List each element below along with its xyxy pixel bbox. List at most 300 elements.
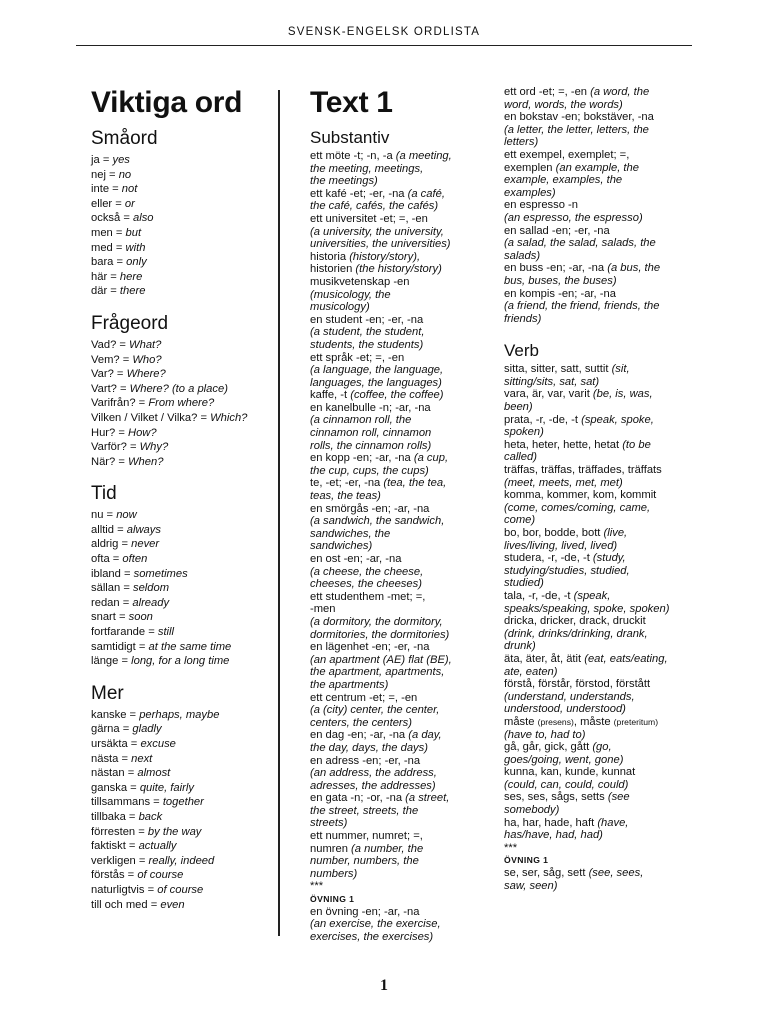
swedish-word: ofta = xyxy=(91,553,123,566)
column-text-1-continued xyxy=(504,86,694,892)
english-gloss: the apartment, apartments, xyxy=(310,666,445,679)
glossary-line xyxy=(504,653,694,666)
glossary-line xyxy=(310,704,495,717)
glossary-line xyxy=(504,439,694,452)
english-gloss: (meet, meets, met, met) xyxy=(504,476,623,489)
swedish-term: förstå, förstår, förstod, förstått xyxy=(504,678,651,691)
english-gloss: studied) xyxy=(504,577,544,590)
english-gloss: ate, eaten) xyxy=(504,665,558,678)
swedish-word: Var? = xyxy=(91,368,127,381)
swedish-word: snart = xyxy=(91,611,129,624)
exercise-heading: ÖVNING 1 xyxy=(310,894,355,905)
swedish-term: musikvetenskap -en xyxy=(310,275,410,288)
glossary-line xyxy=(310,931,495,944)
english-translation: at the same time xyxy=(148,640,232,653)
word-entry xyxy=(91,766,271,781)
swedish-term: prata, -r, -de, -t xyxy=(504,413,582,426)
glossary-line xyxy=(504,99,694,112)
swedish-word: Hur? = xyxy=(91,426,128,439)
swedish-word: tillsammans = xyxy=(91,796,163,809)
swedish-term: ett möte -t; -n, -a xyxy=(310,150,396,162)
swedish-word: verkligen = xyxy=(91,854,149,867)
swedish-term: en lägenhet -en; -er, -na xyxy=(310,641,430,654)
glossary-line xyxy=(310,603,495,616)
word-entry xyxy=(91,411,271,426)
glossary-line xyxy=(504,502,694,515)
glossary-line xyxy=(310,276,495,289)
word-entry xyxy=(91,426,271,441)
glossary-line xyxy=(504,527,694,540)
glossary-line xyxy=(310,755,495,768)
glossary-line xyxy=(504,678,694,691)
swedish-word: också = xyxy=(91,212,133,225)
english-gloss: letters) xyxy=(504,136,539,149)
section-heading-nouns: Substantiv xyxy=(310,128,390,147)
swedish-word: till och med = xyxy=(91,898,161,911)
english-gloss: (live, xyxy=(603,527,628,539)
word-entry xyxy=(91,537,271,552)
swedish-word: nästa = xyxy=(91,752,132,765)
swedish-term: en buss -en; -ar, -na xyxy=(504,262,608,275)
english-gloss: (the history/story) xyxy=(355,263,442,276)
english-translation: excuse xyxy=(140,738,176,750)
english-gloss: (a dormitory, the dormitory, xyxy=(310,615,443,628)
english-translation: Why? xyxy=(139,441,169,454)
glossary-line xyxy=(504,111,694,124)
word-entry xyxy=(91,338,271,353)
english-gloss: (a language, the language, xyxy=(310,364,444,377)
swedish-word: nej = xyxy=(91,168,119,181)
swedish-word: fortfarande = xyxy=(91,626,158,639)
swedish-word: Vem? = xyxy=(91,353,133,366)
english-gloss: example, examples, the xyxy=(504,174,623,187)
english-gloss: the cup, cups, the cups) xyxy=(310,464,429,477)
glossary-line xyxy=(310,490,495,503)
word-entry xyxy=(91,795,271,810)
english-translation: only xyxy=(126,256,147,269)
english-gloss: (come, comes/coming, came, xyxy=(504,501,651,514)
glossary-line xyxy=(504,225,694,238)
english-gloss: (have, xyxy=(597,816,629,829)
english-gloss: goes/going, went, gone) xyxy=(504,753,624,766)
english-gloss: the day, days, the days) xyxy=(310,741,428,754)
english-translation: actually xyxy=(138,840,177,853)
swedish-term: ha, har, hade, haft xyxy=(504,816,598,829)
english-gloss: sandwiches, the xyxy=(310,527,391,540)
glossary-line xyxy=(310,226,495,239)
glossary-line xyxy=(310,918,495,931)
swedish-word: men = xyxy=(91,226,126,239)
glossary-line xyxy=(310,855,495,868)
glossary-line xyxy=(310,830,495,843)
swedish-word: ja = xyxy=(91,154,113,166)
glossary-line xyxy=(504,791,694,804)
english-gloss: drunk) xyxy=(504,640,536,653)
header-rule xyxy=(76,45,692,46)
english-gloss: (a friend, the friend, friends, the xyxy=(504,300,660,313)
glossary-line xyxy=(504,262,694,275)
english-translation: When? xyxy=(128,455,164,468)
word-entry xyxy=(91,839,271,854)
column-text-1 xyxy=(310,86,495,943)
glossary-line xyxy=(310,616,495,629)
swedish-term: -men xyxy=(310,603,336,616)
swedish-term: kunna, kan, kunde, kunnat xyxy=(504,766,636,779)
english-gloss: salads) xyxy=(504,249,541,262)
glossary-line xyxy=(504,136,694,149)
word-entry xyxy=(91,781,271,796)
swedish-term: en kopp -en; -ar, -na xyxy=(310,452,414,465)
word-entry xyxy=(91,883,271,898)
swedish-term: en gata -n; -or, -na xyxy=(310,792,406,805)
english-translation: back xyxy=(138,810,163,823)
page-number: 1 xyxy=(380,977,388,994)
english-gloss: (a meeting, xyxy=(395,150,452,162)
word-entry xyxy=(91,581,271,596)
glossary-line xyxy=(504,174,694,187)
glossary-line xyxy=(310,654,495,667)
word-entry xyxy=(91,523,271,538)
glossary-line xyxy=(310,792,495,805)
english-gloss: word, words, the words) xyxy=(504,98,623,111)
word-entry xyxy=(91,610,271,625)
word-entry xyxy=(91,353,271,368)
glossary-line xyxy=(310,389,495,402)
swedish-term: en övning -en; -ar, -na xyxy=(310,905,420,918)
glossary-line xyxy=(504,401,694,414)
glossary-line xyxy=(504,451,694,464)
word-entry xyxy=(91,654,271,669)
english-translation: of course xyxy=(157,883,204,896)
glossary-line xyxy=(504,640,694,653)
swedish-term: historia xyxy=(310,250,350,263)
swedish-word: redan = xyxy=(91,596,133,609)
glossary-line xyxy=(310,578,495,591)
section-heading: Frågeord xyxy=(91,312,169,334)
english-gloss: (a number, the xyxy=(351,842,424,855)
english-translation: no xyxy=(118,168,132,181)
glossary-line xyxy=(504,199,694,212)
swedish-word: nästan = xyxy=(91,767,138,780)
swedish-word: sällan = xyxy=(91,582,133,595)
swedish-term: historien xyxy=(310,263,356,276)
glossary-line xyxy=(310,893,495,906)
swedish-word: gärna = xyxy=(91,723,133,736)
swedish-term: en adress -en; -er, -na xyxy=(310,754,421,767)
word-entry xyxy=(91,396,271,411)
glossary-line xyxy=(504,477,694,490)
english-gloss: (have to, had to) xyxy=(504,728,586,741)
swedish-word: ganska = xyxy=(91,781,140,794)
english-gloss: number, numbers, the xyxy=(310,855,419,868)
glossary-line xyxy=(310,591,495,604)
english-translation: seldom xyxy=(132,582,170,595)
glossary-line xyxy=(310,477,495,490)
glossary-line xyxy=(310,452,495,465)
glossary-line xyxy=(310,843,495,856)
glossary-line xyxy=(504,754,694,767)
english-translation: really, indeed xyxy=(148,854,215,867)
english-translation: almost xyxy=(137,767,171,780)
column-title: Text 1 xyxy=(310,86,393,119)
swedish-word: där = xyxy=(91,285,120,298)
swedish-term: ett ord -et; =, -en xyxy=(504,86,591,98)
swedish-term: sitta, sitter, satt, suttit xyxy=(504,363,612,376)
english-gloss: studying/studies, studied, xyxy=(504,564,630,577)
word-entry xyxy=(91,640,271,655)
swedish-word: här = xyxy=(91,270,120,283)
glossary-line xyxy=(310,540,495,553)
swedish-word: Varför? = xyxy=(91,441,140,454)
english-gloss: (speak, xyxy=(573,589,611,602)
section-heading: Tid xyxy=(91,483,117,505)
glossary-line xyxy=(504,691,694,704)
swedish-word: bara = xyxy=(91,256,127,269)
swedish-term: kaffe, -t xyxy=(310,389,351,402)
glossary-line xyxy=(310,805,495,818)
glossary-line xyxy=(504,552,694,565)
english-translation: never xyxy=(131,538,160,551)
column-title: Viktiga ord xyxy=(91,86,243,119)
english-gloss: the meetings) xyxy=(310,175,378,188)
glossary-line xyxy=(310,906,495,919)
glossary-line xyxy=(310,326,495,339)
english-gloss: students, the students) xyxy=(310,338,424,351)
swedish-term: ett studenthem -met; =, xyxy=(310,590,426,603)
english-gloss: (speak, spoke, xyxy=(581,413,654,426)
glossary-line xyxy=(310,729,495,742)
glossary-line xyxy=(310,289,495,302)
swedish-term: tala, -r, -de, -t xyxy=(504,589,574,602)
english-gloss: (a letter, the letter, letters, the xyxy=(504,123,649,136)
swedish-term: ett kafé -et; -er, -na xyxy=(310,187,408,200)
english-translation: What? xyxy=(129,338,162,351)
english-gloss: (a (city) center, the center, xyxy=(310,704,440,717)
glossary-line xyxy=(504,212,694,225)
swedish-word: inte = xyxy=(91,183,122,196)
glossary-line xyxy=(504,615,694,628)
glossary-line xyxy=(504,603,694,616)
glossary-line xyxy=(310,238,495,251)
english-gloss: (a student, the student, xyxy=(310,326,425,339)
english-translation: already xyxy=(132,596,170,609)
swedish-word: naturligtvis = xyxy=(91,883,158,896)
glossary-line xyxy=(310,742,495,755)
swedish-word: nu = xyxy=(91,509,117,522)
word-entry xyxy=(91,752,271,767)
glossary-line xyxy=(310,188,495,201)
swedish-term: en smörgås -en; -ar, -na xyxy=(310,502,430,515)
english-gloss: (sit, xyxy=(611,363,630,376)
swedish-term: , måste xyxy=(573,715,614,728)
swedish-word: alltid = xyxy=(91,523,127,536)
glossary-line xyxy=(504,187,694,200)
swedish-word: Vilken / Vilket / Vilka? = xyxy=(91,411,211,424)
glossary-line xyxy=(504,729,694,742)
word-entry xyxy=(91,226,271,241)
glossary-line xyxy=(310,503,495,516)
word-entry xyxy=(91,270,271,285)
glossary-line xyxy=(504,703,694,716)
glossary-line xyxy=(504,162,694,175)
english-gloss: been) xyxy=(504,401,533,414)
glossary-line xyxy=(504,426,694,439)
glossary-line xyxy=(504,237,694,250)
word-entry xyxy=(91,211,271,226)
glossary-line xyxy=(310,213,495,226)
english-gloss: (musicology, the xyxy=(310,288,391,301)
english-gloss: exercises, the exercises) xyxy=(310,930,434,943)
swedish-term: vara, är, var, varit xyxy=(504,388,593,401)
english-gloss: adresses, the addresses) xyxy=(310,779,436,792)
english-gloss: (could, can, could, could) xyxy=(504,778,629,791)
glossary-line xyxy=(504,741,694,754)
swedish-term: en dag -en; -ar, -na xyxy=(310,729,409,742)
word-entry xyxy=(91,708,271,723)
english-gloss: (a street, xyxy=(405,792,450,805)
english-gloss: (a bus, the xyxy=(607,262,661,275)
word-entry xyxy=(91,284,271,299)
english-gloss: bus, buses, the buses) xyxy=(504,274,617,287)
swedish-term: en kanelbulle -n; -ar, -na xyxy=(310,401,431,414)
english-gloss: cinnamon roll, cinnamon xyxy=(310,427,432,440)
glossary-line xyxy=(504,766,694,779)
word-entry xyxy=(91,810,271,825)
swedish-term: en bokstav -en; bokstäver, -na xyxy=(504,111,654,124)
word-entry xyxy=(91,508,271,523)
english-gloss: (be, is, was, xyxy=(592,388,653,401)
english-gloss: numbers) xyxy=(310,867,358,880)
english-gloss: sitting/sits, sat, sat) xyxy=(504,375,600,388)
word-entry xyxy=(91,552,271,567)
english-translation: From where? xyxy=(148,397,215,410)
column-important-words xyxy=(91,86,271,912)
glossary-line xyxy=(310,352,495,365)
word-entry xyxy=(91,854,271,869)
glossary-line xyxy=(504,565,694,578)
english-gloss: the café, cafés, the cafés) xyxy=(310,200,439,213)
glossary-line xyxy=(504,275,694,288)
english-gloss: lives/living, lived, lived) xyxy=(504,539,618,552)
glossary-line xyxy=(504,288,694,301)
english-translation: Where? xyxy=(126,368,166,381)
swedish-word: förresten = xyxy=(91,825,148,838)
glossary-line xyxy=(504,842,694,855)
swedish-word: Vad? = xyxy=(91,338,130,351)
swedish-term: exemplen xyxy=(504,161,556,174)
english-gloss: (understand, understands, xyxy=(504,690,635,703)
english-gloss: the street, streets, the xyxy=(310,804,419,817)
english-gloss: saw, seen) xyxy=(504,879,558,892)
swedish-term: ses, ses, sågs, setts xyxy=(504,791,608,804)
english-translation: How? xyxy=(128,426,157,439)
swedish-term: *** xyxy=(504,841,518,854)
english-translation: here xyxy=(119,270,143,283)
english-gloss: (an apartment (AE) flat (BE), xyxy=(310,653,452,666)
english-translation: always xyxy=(126,523,161,536)
glossary-line xyxy=(504,829,694,842)
glossary-line xyxy=(310,566,495,579)
english-translation: even xyxy=(160,898,185,911)
glossary-line xyxy=(504,464,694,477)
english-gloss: (a café, xyxy=(407,187,445,200)
glossary-line xyxy=(504,313,694,326)
glossary-line xyxy=(504,86,694,99)
swedish-term: ett språk -et; =, -en xyxy=(310,351,405,364)
english-gloss: (a cup, xyxy=(413,452,449,465)
english-gloss: (to be xyxy=(622,438,651,451)
english-gloss: (see, sees, xyxy=(588,867,644,880)
glossary-line xyxy=(504,489,694,502)
english-gloss: spoken) xyxy=(504,426,544,439)
glossary-line xyxy=(310,553,495,566)
swedish-word: länge = xyxy=(91,655,132,668)
english-gloss: dormitories, the dormitories) xyxy=(310,628,450,641)
word-entry xyxy=(91,153,271,168)
english-gloss: (a cinnamon roll, the xyxy=(310,414,412,427)
glossary-line xyxy=(310,641,495,654)
english-translation: Which? xyxy=(210,411,248,424)
glossary-line xyxy=(310,301,495,314)
english-translation: Who? xyxy=(132,353,162,366)
english-gloss: sandwiches) xyxy=(310,540,373,553)
section-heading: Småord xyxy=(91,128,158,149)
english-gloss: streets) xyxy=(310,817,348,830)
glossary-line xyxy=(504,867,694,880)
word-entry xyxy=(91,825,271,840)
word-entry xyxy=(91,168,271,183)
exercise-heading: ÖVNING 1 xyxy=(504,855,549,866)
word-entry xyxy=(91,567,271,582)
english-gloss: examples) xyxy=(504,186,556,199)
glossary-line xyxy=(504,540,694,553)
glossary-line xyxy=(310,377,495,390)
english-gloss: the apartments) xyxy=(310,678,389,691)
english-translation: of course xyxy=(137,869,184,882)
swedish-word: samtidigt = xyxy=(91,640,149,653)
english-translation: together xyxy=(162,796,204,809)
english-translation: also xyxy=(132,212,154,225)
swedish-term: komma, kommer, kom, kommit xyxy=(504,489,657,502)
swedish-term: numren xyxy=(310,842,352,855)
glossary-line xyxy=(310,817,495,830)
column-divider xyxy=(278,90,280,936)
english-gloss: universities, the universities) xyxy=(310,238,451,251)
glossary-line xyxy=(504,124,694,137)
swedish-term: bo, bor, bodde, bott xyxy=(504,527,604,539)
word-entry xyxy=(91,455,271,470)
swedish-term: (preteritum) xyxy=(613,716,659,727)
english-gloss: called) xyxy=(504,451,537,464)
swedish-word: med = xyxy=(91,241,126,254)
word-entry xyxy=(91,868,271,883)
glossary-line xyxy=(504,666,694,679)
swedish-word: kanske = xyxy=(91,708,140,721)
swedish-word: tillbaka = xyxy=(91,810,139,823)
english-gloss: (see xyxy=(607,791,630,804)
english-gloss: (a cheese, the cheese, xyxy=(310,565,424,578)
english-translation: now xyxy=(116,509,137,522)
glossary-line xyxy=(310,364,495,377)
swedish-term: en espresso -n xyxy=(504,199,579,212)
glossary-line xyxy=(310,515,495,528)
english-gloss: centers, the centers) xyxy=(310,716,412,729)
glossary-line xyxy=(310,163,495,176)
english-gloss: (go, xyxy=(592,741,612,754)
swedish-word: aldrig = xyxy=(91,538,132,551)
word-entry xyxy=(91,596,271,611)
glossary-line xyxy=(310,402,495,415)
